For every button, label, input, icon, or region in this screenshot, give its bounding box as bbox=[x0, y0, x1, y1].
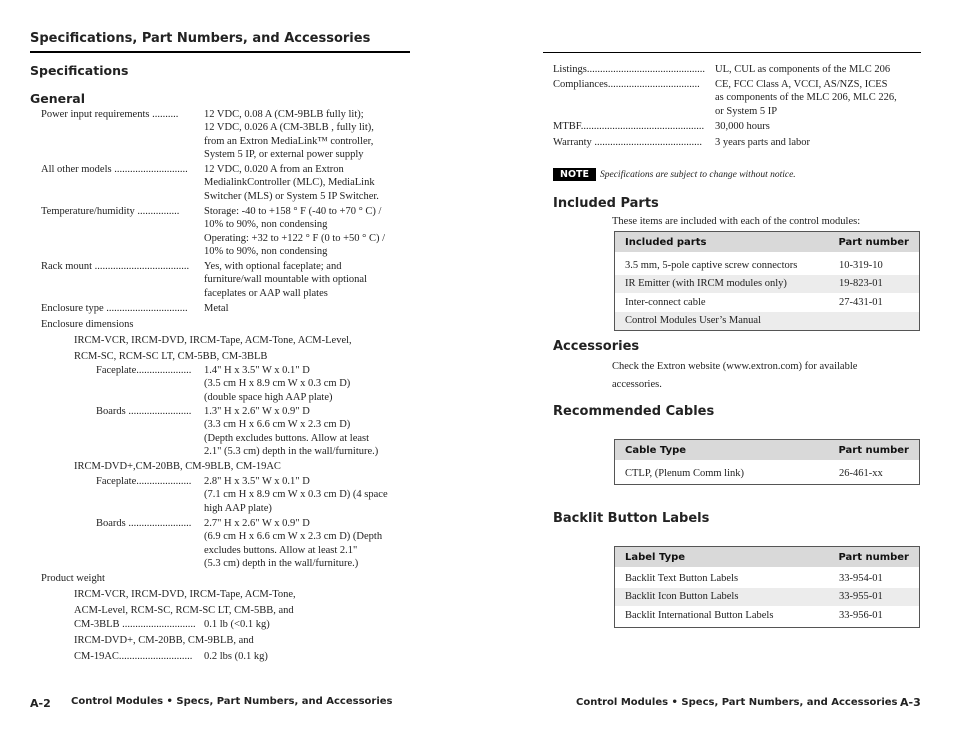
right-top-rule bbox=[543, 52, 921, 53]
page-title: Specifications, Part Numbers, and Accessories bbox=[30, 31, 371, 46]
compliances-label: Compliances................................... bbox=[553, 79, 700, 90]
group1-models bbox=[74, 333, 352, 365]
enclosure-dimensions-label: Enclosure dimensions bbox=[41, 319, 134, 330]
other-models-line: Switcher (MLS) or System 5 IP Switcher. bbox=[204, 190, 379, 202]
included-parts-table bbox=[614, 231, 920, 331]
g2-faceplate-label: Faceplate..................... bbox=[96, 476, 192, 487]
weight-label: Product weight bbox=[41, 573, 105, 584]
part-number: 26-461-xx bbox=[839, 467, 883, 479]
enclosure-type-value: Metal bbox=[204, 303, 229, 314]
g1-faceplate-line: (3.5 cm H x 8.9 cm W x 0.3 cm D) bbox=[204, 378, 351, 390]
weight-g1-line: IRCM-VCR, IRCM-DVD, IRCM-Tape, ACM-Tone, bbox=[74, 589, 296, 600]
table-row bbox=[615, 569, 919, 588]
cable-name: CTLP, (Plenum Comm link) bbox=[625, 467, 745, 479]
recommended-cables-heading: Recommended Cables bbox=[553, 404, 715, 419]
footer-text-right: Control Modules • Specs, Part Numbers, and Accessories bbox=[576, 697, 898, 708]
accessories-line: accessories. bbox=[612, 379, 662, 390]
part-name: Control Modules User’s Manual bbox=[625, 315, 762, 327]
g1-faceplate-line: 1.4" H x 3.5" W x 0.1" D bbox=[204, 365, 310, 376]
footer-text-left: Control Modules • Specs, Part Numbers, and Accessories bbox=[71, 696, 393, 707]
weight-g2-models: IRCM-DVD+, CM-20BB, CM-9BLB, and bbox=[74, 635, 254, 646]
mtbf-value: 30,000 hours bbox=[715, 121, 770, 132]
g2-faceplate-value bbox=[204, 475, 388, 515]
rack-mount-value bbox=[204, 260, 367, 300]
weight-g2-last-value: 0.2 lbs (0.1 kg) bbox=[204, 651, 268, 662]
enclosure-type-label: Enclosure type ............................... bbox=[41, 303, 188, 314]
included-parts-table-header bbox=[615, 232, 919, 252]
power-line: 12 VDC, 0.08 A (CM-9BLB fully lit); bbox=[204, 109, 364, 120]
temperature-label: Temperature/humidity ................ bbox=[41, 206, 180, 217]
g2-boards-label: Boards ........................ bbox=[96, 518, 192, 529]
g1-boards-line: (3.3 cm H x 6.6 cm W x 2.3 cm D) bbox=[204, 419, 351, 431]
listings-value: UL, CUL as components of the MLC 206 bbox=[715, 64, 891, 75]
compliances-line: as components of the MLC 206, MLC 226, bbox=[715, 92, 897, 104]
rack-mount-line: faceplates or AAP wall plates bbox=[204, 287, 328, 299]
part-number: 33-954-01 bbox=[839, 572, 883, 584]
rack-mount-line: furniture/wall mountable with optional bbox=[204, 274, 368, 286]
compliances-value bbox=[715, 78, 897, 118]
part-name: 3.5 mm, 5-pole captive screw connectors bbox=[625, 259, 798, 271]
g2-faceplate-line: high AAP plate) bbox=[204, 502, 272, 514]
other-models-line: 12 VDC, 0.020 A from an Extron bbox=[204, 164, 344, 175]
g2-boards-line: (6.9 cm H x 6.6 cm W x 2.3 cm D) (Depth bbox=[204, 531, 383, 543]
table-row bbox=[615, 462, 919, 484]
compliances-line: CE, FCC Class A, VCCI, AS/NZS, ICES bbox=[715, 79, 888, 90]
footer-page-number-left: A-2 bbox=[30, 697, 51, 710]
group1-models-line: IRCM-VCR, IRCM-DVD, IRCM-Tape, ACM-Tone, ACM-Level, bbox=[74, 335, 352, 346]
cables-col-part: Part number bbox=[838, 444, 909, 456]
other-models-value bbox=[204, 163, 379, 203]
table-row bbox=[615, 588, 919, 607]
g1-boards-line: (Depth excludes buttons. Allow at least bbox=[204, 432, 370, 444]
g1-faceplate-value bbox=[204, 364, 350, 404]
note-text: Specifications are subject to change without notice. bbox=[600, 169, 796, 180]
backlit-table-header bbox=[615, 547, 919, 567]
part-number: 19-823-01 bbox=[839, 278, 883, 290]
backlit-labels-table bbox=[614, 546, 920, 628]
temperature-line: 10% to 90%, non condensing bbox=[204, 219, 328, 231]
g2-boards-value bbox=[204, 517, 382, 571]
cables-table bbox=[614, 439, 920, 485]
table-row bbox=[615, 256, 919, 275]
footer-page-number-right: A-3 bbox=[900, 696, 921, 709]
weight-g1-models bbox=[74, 587, 296, 619]
table-row bbox=[615, 312, 919, 331]
other-models-line: MedialinkController (MLC), MediaLink bbox=[204, 177, 375, 189]
part-number: 33-955-01 bbox=[839, 591, 883, 603]
accessories-text bbox=[612, 358, 857, 394]
temperature-line: Storage: -40 to +158 ° F (-40 to +70 ° C) / bbox=[204, 206, 382, 217]
g2-faceplate-line: 2.8" H x 3.5" W x 0.1" D bbox=[204, 476, 310, 487]
note-badge: NOTE bbox=[553, 168, 596, 181]
backlit-labels-heading: Backlit Button Labels bbox=[553, 511, 710, 526]
g1-faceplate-label: Faceplate..................... bbox=[96, 365, 192, 376]
warranty-label: Warranty ......................................... bbox=[553, 137, 703, 148]
power-label: Power input requirements .......... bbox=[41, 109, 179, 120]
accessories-heading: Accessories bbox=[553, 339, 640, 354]
mtbf-label: MTBF............................................... bbox=[553, 121, 705, 132]
table-row bbox=[615, 275, 919, 294]
accessories-line: Check the Extron website (www.extron.com) for available bbox=[612, 361, 858, 372]
g1-faceplate-line: (double space high AAP plate) bbox=[204, 391, 333, 403]
weight-g1-last-value: 0.1 lb (<0.1 kg) bbox=[204, 619, 270, 630]
table-row bbox=[615, 293, 919, 312]
label-name: Backlit International Button Labels bbox=[625, 609, 774, 621]
specifications-heading: Specifications bbox=[30, 63, 129, 78]
weight-g1-last-label: CM-3BLB ............................ bbox=[74, 619, 196, 630]
table-row bbox=[615, 606, 919, 625]
g2-boards-line: 2.7" H x 2.6" W x 0.9" D bbox=[204, 518, 310, 529]
part-name: IR Emitter (with IRCM modules only) bbox=[625, 278, 787, 290]
part-number: 27-431-01 bbox=[839, 296, 883, 308]
g2-faceplate-line: (7.1 cm H x 8.9 cm W x 0.3 cm D) (4 space bbox=[204, 489, 388, 501]
part-number: 33-956-01 bbox=[839, 609, 883, 621]
included-parts-heading: Included Parts bbox=[553, 196, 659, 211]
g2-boards-line: excludes buttons. Allow at least 2.1" bbox=[204, 544, 358, 556]
listings-label: Listings............................................. bbox=[553, 64, 705, 75]
note bbox=[553, 168, 796, 181]
group2-models: IRCM-DVD+,CM-20BB, CM-9BLB, CM-19AC bbox=[74, 461, 281, 472]
label-name: Backlit Icon Button Labels bbox=[625, 591, 739, 603]
g1-boards-value bbox=[204, 405, 378, 459]
temperature-line: Operating: +32 to +122 ° F (0 to +50 ° C) / bbox=[204, 232, 386, 244]
backlit-col-part: Part number bbox=[838, 551, 909, 563]
compliances-line: or System 5 IP bbox=[715, 105, 778, 117]
label-name: Backlit Text Button Labels bbox=[625, 572, 739, 584]
other-models-label: All other models ............................ bbox=[41, 164, 188, 175]
general-heading: General bbox=[30, 91, 85, 106]
weight-g2-last-label: CM-19AC............................ bbox=[74, 651, 193, 662]
cables-col-type: Cable Type bbox=[625, 444, 687, 456]
part-name: Inter-connect cable bbox=[625, 296, 706, 308]
g1-boards-line: 2.1" (5.3 cm) depth in the wall/furniture.) bbox=[204, 446, 379, 458]
power-value bbox=[204, 108, 374, 162]
cables-table-header bbox=[615, 440, 919, 460]
backlit-col-type: Label Type bbox=[625, 551, 686, 563]
rack-mount-label: Rack mount .................................... bbox=[41, 261, 190, 272]
included-parts-col-part: Part number bbox=[838, 236, 909, 248]
g2-boards-line: (5.3 cm) depth in the wall/furniture.) bbox=[204, 558, 359, 570]
group1-models-line: RCM-SC, RCM-SC LT, CM-5BB, CM-3BLB bbox=[74, 351, 268, 362]
power-line: from an Extron MediaLink™ controller, bbox=[204, 135, 374, 147]
g1-boards-line: 1.3" H x 2.6" W x 0.9" D bbox=[204, 406, 310, 417]
title-rule bbox=[30, 51, 410, 53]
included-parts-col-name: Included parts bbox=[625, 236, 707, 248]
power-line: 12 VDC, 0.026 A (CM-3BLB , fully lit), bbox=[204, 122, 374, 134]
temperature-value bbox=[204, 205, 385, 259]
g1-boards-label: Boards ........................ bbox=[96, 406, 192, 417]
weight-g1-line: ACM-Level, RCM-SC, RCM-SC LT, CM-5BB, and bbox=[74, 605, 294, 616]
power-line: System 5 IP, or external power supply bbox=[204, 149, 364, 161]
temperature-line: 10% to 90%, non condensing bbox=[204, 246, 328, 258]
part-number: 10-319-10 bbox=[839, 259, 883, 271]
warranty-value: 3 years parts and labor bbox=[715, 137, 811, 148]
rack-mount-line: Yes, with optional faceplate; and bbox=[204, 261, 342, 272]
included-parts-intro: These items are included with each of the control modules: bbox=[612, 216, 861, 227]
